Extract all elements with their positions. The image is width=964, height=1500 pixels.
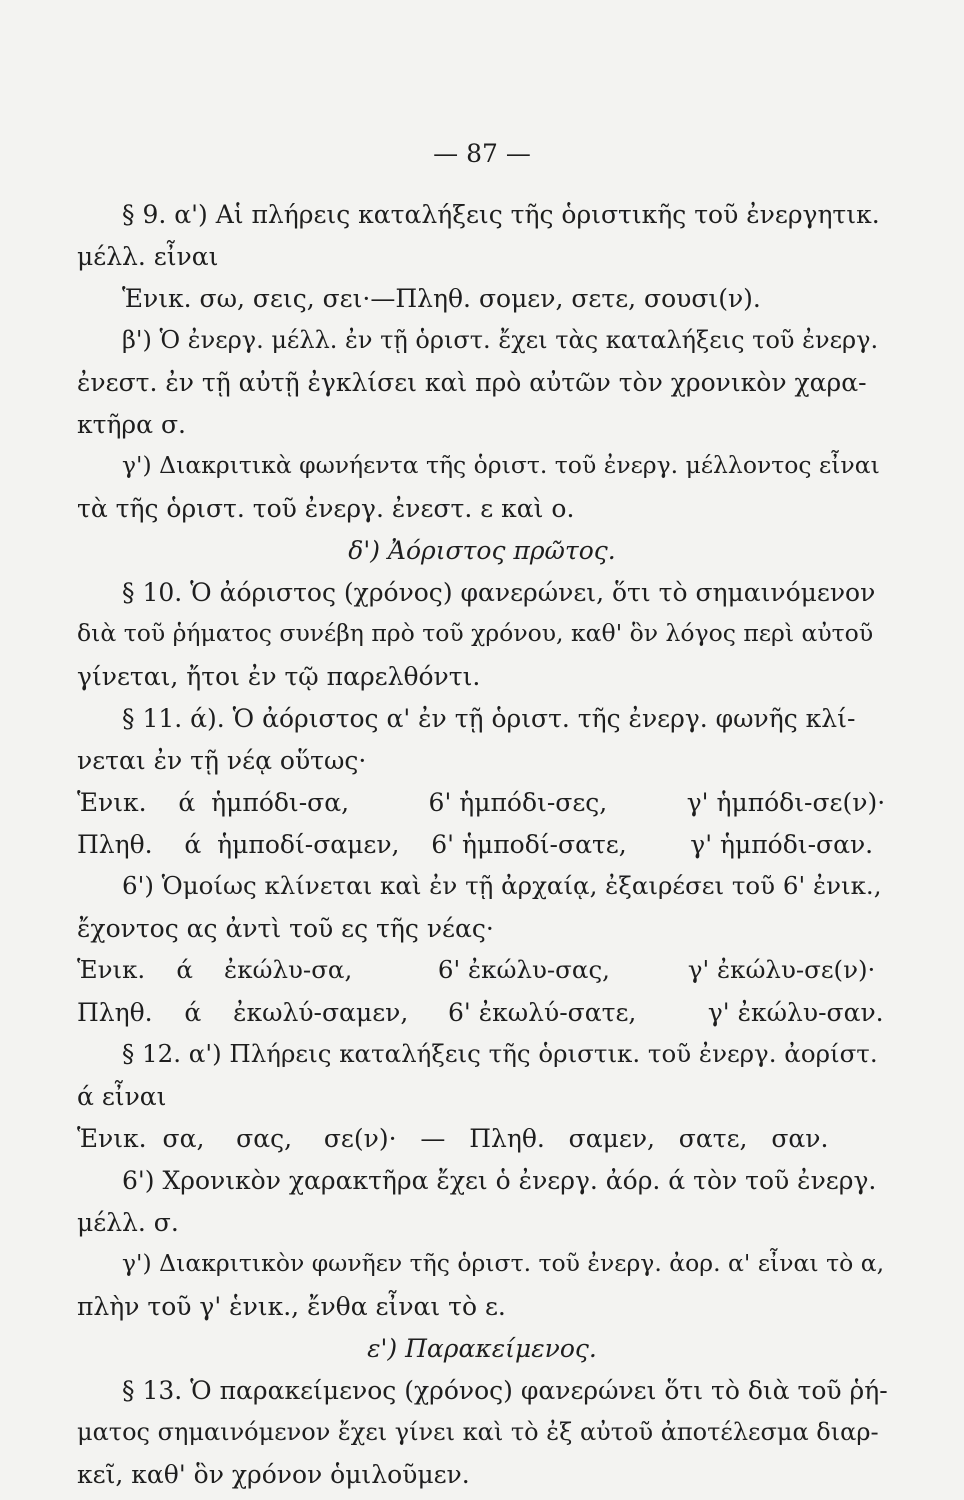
text-line: § 11. ά). Ὁ ἀόριστος α' ἐν τῇ ὁριστ. τῆς ἐνεργ. φωνῆς κλί-: [122, 704, 856, 733]
text-line: γ') Διακριτικὸν φωνῆεν τῆς ὁριστ. τοῦ ἐνεργ. ἀορ. α' εἶναι τὸ α,: [122, 1249, 885, 1277]
paradigm-line: Ἑνικ. ά ἐκώλυ-σα, 6' ἐκώλυ-σας, γ' ἐκώλυ-σε(ν)·: [77, 955, 876, 984]
text-line: § 9. α') Αἱ πλήρεις καταλήξεις τῆς ὁριστικῆς τοῦ ἐνεργητικ.: [122, 200, 880, 229]
text-line: β') Ὁ ἐνεργ. μέλλ. ἐν τῇ ὁριστ. ἔχει τὰς καταλήξεις τοῦ ἐνεργ.: [122, 326, 879, 354]
section-heading: ε') Παρακείμενος.: [367, 1334, 597, 1363]
text-line: διὰ τοῦ ῥήματος συνέβη πρὸ τοῦ χρόνου, καθ' ὃν λόγος περὶ αὐτοῦ: [77, 619, 874, 647]
text-line: κτῆρα σ.: [77, 410, 186, 439]
text-line: ἔχοντος ας ἀντὶ τοῦ ες τῆς νέας·: [77, 914, 494, 943]
paradigm-line: Ἑνικ. σα, σας, σε(ν)· — Πληθ. σαμεν, σατε, σαν.: [77, 1124, 829, 1153]
paradigm-line: Πληθ. ά ἡμποδί-σαμεν, 6' ἡμποδί-σατε, γ' ἡμπόδι-σαν.: [77, 830, 874, 859]
text-line: γίνεται, ἤτοι ἐν τῷ παρελθόντι.: [77, 662, 481, 691]
section-heading: δ') Ἀόριστος πρῶτος.: [348, 536, 616, 565]
text-line: 6') Ὁμοίως κλίνεται καὶ ἐν τῇ ἀρχαίᾳ, ἐξαιρέσει τοῦ 6' ἐνικ.,: [122, 871, 882, 900]
text-line: ἐνεστ. ἐν τῇ αὐτῇ ἐγκλίσει καὶ πρὸ αὐτῶν τὸν χρονικὸν χαρα-: [77, 368, 867, 397]
text-line: ά εἶναι: [77, 1082, 167, 1111]
paradigm-line: Ἑνικ. ά ἡμπόδι-σα, 6' ἡμπόδι-σες, γ' ἡμπόδι-σε(ν)·: [77, 788, 886, 817]
text-line: ματος σημαινόμενον ἔχει γίνει καὶ τὸ ἐξ αὐτοῦ ἀποτέλεσμα διαρ-: [77, 1418, 879, 1446]
text-line: § 10. Ὁ ἀόριστος (χρόνος) φανερώνει, ὅτι τὸ σημαινόμενον: [122, 578, 876, 607]
text-line: Ἑνικ. σω, σεις, σει·—Πληθ. σομεν, σετε, σουσι(ν).: [122, 284, 761, 313]
text-line: πλὴν τοῦ γ' ἑνικ., ἔνθα εἶναι τὸ ε.: [77, 1292, 506, 1321]
paradigm-line: Πληθ. ά ἐκωλύ-σαμεν, 6' ἐκωλύ-σατε, γ' ἐκώλυ-σαν.: [77, 998, 884, 1027]
text-line: τὰ τῆς ὁριστ. τοῦ ἐνεργ. ἐνεστ. ε καὶ ο.: [77, 494, 575, 523]
text-line: γ') Διακριτικὰ φωνήεντα τῆς ὁριστ. τοῦ ἐνεργ. μέλλοντος εἶναι: [122, 451, 880, 479]
text-line: κεῖ, καθ' ὃν χρόνον ὁμιλοῦμεν.: [77, 1460, 470, 1489]
text-line: § 13. Ὁ παρακείμενος (χρόνος) φανερώνει ὅτι τὸ διὰ τοῦ ῥή-: [122, 1376, 888, 1405]
text-line: μέλλ. σ.: [77, 1208, 179, 1237]
text-line: 6') Χρονικὸν χαρακτῆρα ἔχει ὁ ἐνεργ. ἀόρ. ά τὸν τοῦ ἐνεργ.: [122, 1166, 877, 1195]
text-line: νεται ἐν τῇ νέᾳ οὕτως·: [77, 746, 367, 775]
text-line: § 12. α') Πλήρεις καταλήξεις τῆς ὁριστικ. τοῦ ἐνεργ. ἀορίστ.: [122, 1039, 878, 1068]
page-number: — 87 —: [433, 139, 531, 168]
text-line: μέλλ. εἶναι: [77, 242, 219, 271]
